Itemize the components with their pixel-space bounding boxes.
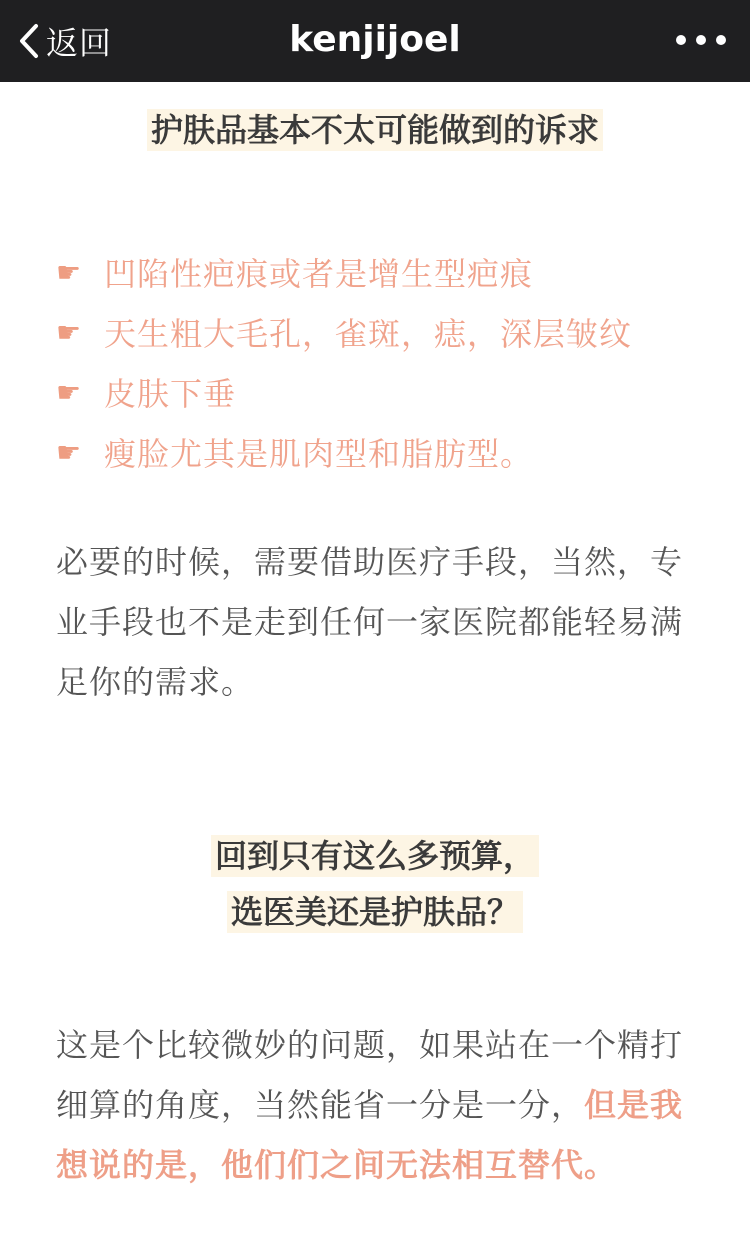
section-heading-2 bbox=[0, 835, 750, 877]
paragraph-2 bbox=[56, 1015, 700, 1195]
section-heading-2-line2 bbox=[0, 891, 750, 933]
pointing-hand-icon: ☛ bbox=[56, 435, 82, 469]
pointing-hand-icon: ☛ bbox=[56, 375, 82, 409]
back-label: 返回 bbox=[46, 24, 113, 62]
more-dots-icon bbox=[676, 35, 686, 45]
back-button[interactable] bbox=[18, 0, 112, 82]
list-item bbox=[56, 422, 716, 482]
more-dots-icon bbox=[716, 35, 726, 45]
page-title: kenjijoel bbox=[289, 19, 461, 60]
chevron-left-icon bbox=[18, 23, 40, 59]
more-dots-icon bbox=[696, 35, 706, 45]
bullet-text: 天生粗大毛孔，雀斑，痣，深层皱纹 bbox=[104, 315, 633, 353]
bullet-text: 瘦脸尤其是肌肉型和脂肪型。 bbox=[104, 435, 534, 473]
paragraph-2-text: 这是个比较微妙的问题，如果站在一个精打细算的角度，当然能省一分是一分， bbox=[56, 1026, 684, 1124]
more-button[interactable] bbox=[676, 22, 726, 58]
list-item bbox=[56, 362, 716, 422]
section-heading-1 bbox=[0, 109, 750, 151]
top-navbar bbox=[0, 0, 750, 82]
paragraph-2-highlight: 但是我想说的是，他们们之间无法相互替代。 bbox=[56, 1086, 684, 1184]
pointing-hand-icon: ☛ bbox=[56, 255, 82, 289]
pointing-hand-icon: ☛ bbox=[56, 315, 82, 349]
paragraph-1: 必要的时候，需要借助医疗手段，当然，专业手段也不是走到任何一家医院都能轻易满足你的需求。 bbox=[56, 543, 684, 701]
heading-highlight-line2: 选医美还是护肤品？ bbox=[227, 891, 523, 933]
list-item bbox=[56, 242, 716, 302]
bullet-text: 皮肤下垂 bbox=[104, 375, 237, 413]
bullet-list bbox=[56, 242, 716, 482]
article-content bbox=[0, 82, 750, 1234]
list-item bbox=[56, 302, 716, 362]
heading-highlight-line1: 回到只有这么多预算， bbox=[211, 835, 539, 877]
bullet-text: 凹陷性疤痕或者是增生型疤痕 bbox=[104, 255, 534, 293]
heading-highlight: 护肤品基本不太可能做到的诉求 bbox=[147, 109, 603, 151]
